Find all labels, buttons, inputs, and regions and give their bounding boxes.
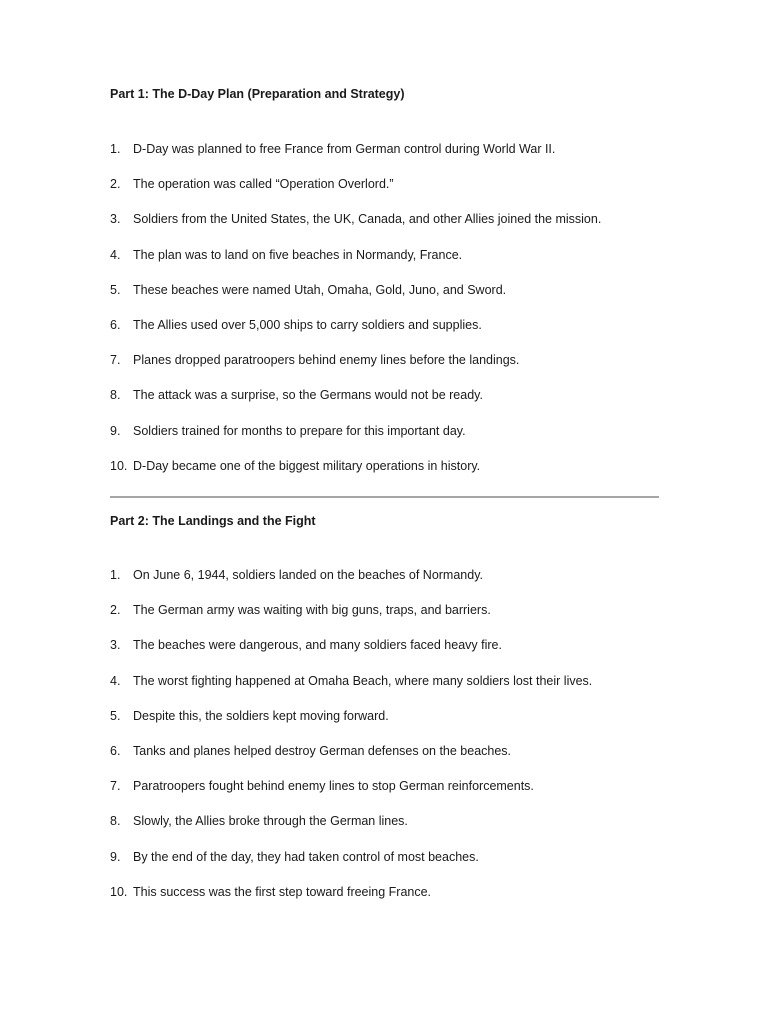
item-number: 6. — [110, 317, 121, 332]
item-text: The plan was to land on five beaches in Normandy, France. — [133, 247, 463, 262]
item-text: Tanks and planes helped destroy German defenses on the beaches. — [133, 743, 512, 758]
item-text: These beaches were named Utah, Omaha, Gold, Juno, and Sword. — [133, 282, 507, 297]
item-text: D-Day became one of the biggest military operations in history. — [133, 458, 481, 473]
item-number: 8. — [110, 814, 121, 829]
item-text: The German army was waiting with big guns, traps, and barriers. — [133, 603, 491, 618]
item-text: Soldiers from the United States, the UK, Canada, and other Allies joined the mission. — [133, 212, 602, 227]
part2-heading: Part 2: The Landings and the Fight — [110, 514, 316, 528]
item-text: The attack was a surprise, so the Germans would not be ready. — [133, 388, 483, 403]
item-number: 3. — [110, 638, 121, 653]
item-number: 9. — [110, 423, 121, 438]
item-number: 7. — [110, 779, 121, 794]
item-number: 3. — [110, 212, 121, 227]
item-text: Soldiers trained for months to prepare for this important day. — [133, 423, 466, 438]
item-number: 2. — [110, 603, 121, 618]
item-number: 4. — [110, 673, 121, 688]
item-number: 10. — [110, 884, 128, 899]
item-text: By the end of the day, they had taken control of most beaches. — [133, 849, 479, 864]
item-number: 10. — [110, 458, 128, 473]
item-number: 7. — [110, 353, 121, 368]
item-number: 6. — [110, 743, 121, 758]
item-number: 1. — [110, 568, 121, 582]
item-number: 2. — [110, 177, 121, 192]
item-number: 5. — [110, 282, 121, 297]
item-text: D-Day was planned to free France from German control during World War II. — [133, 142, 556, 156]
item-text: The worst fighting happened at Omaha Beach, where many soldiers lost their lives. — [133, 673, 593, 688]
item-text: This success was the first step toward freeing France. — [133, 884, 432, 899]
part1-heading: Part 1: The D-Day Plan (Preparation and Strategy) — [110, 87, 405, 101]
item-text: On June 6, 1944, soldiers landed on the beaches of Normandy. — [133, 568, 483, 582]
item-text: Slowly, the Allies broke through the German lines. — [133, 814, 408, 829]
item-number: 5. — [110, 708, 121, 723]
item-number: 4. — [110, 247, 121, 262]
item-number: 8. — [110, 388, 121, 403]
section-divider — [110, 496, 659, 498]
item-text: Planes dropped paratroopers behind enemy lines before the landings. — [133, 353, 520, 368]
item-text: The beaches were dangerous, and many soldiers faced heavy fire. — [133, 638, 502, 653]
item-text: Paratroopers fought behind enemy lines to stop German reinforcements. — [133, 779, 534, 794]
item-number: 9. — [110, 849, 121, 864]
item-text: Despite this, the soldiers kept moving forward. — [133, 708, 389, 723]
item-text: The operation was called “Operation Overlord.” — [133, 177, 394, 192]
item-number: 1. — [110, 142, 121, 156]
item-text: The Allies used over 5,000 ships to carry soldiers and supplies. — [133, 317, 482, 332]
